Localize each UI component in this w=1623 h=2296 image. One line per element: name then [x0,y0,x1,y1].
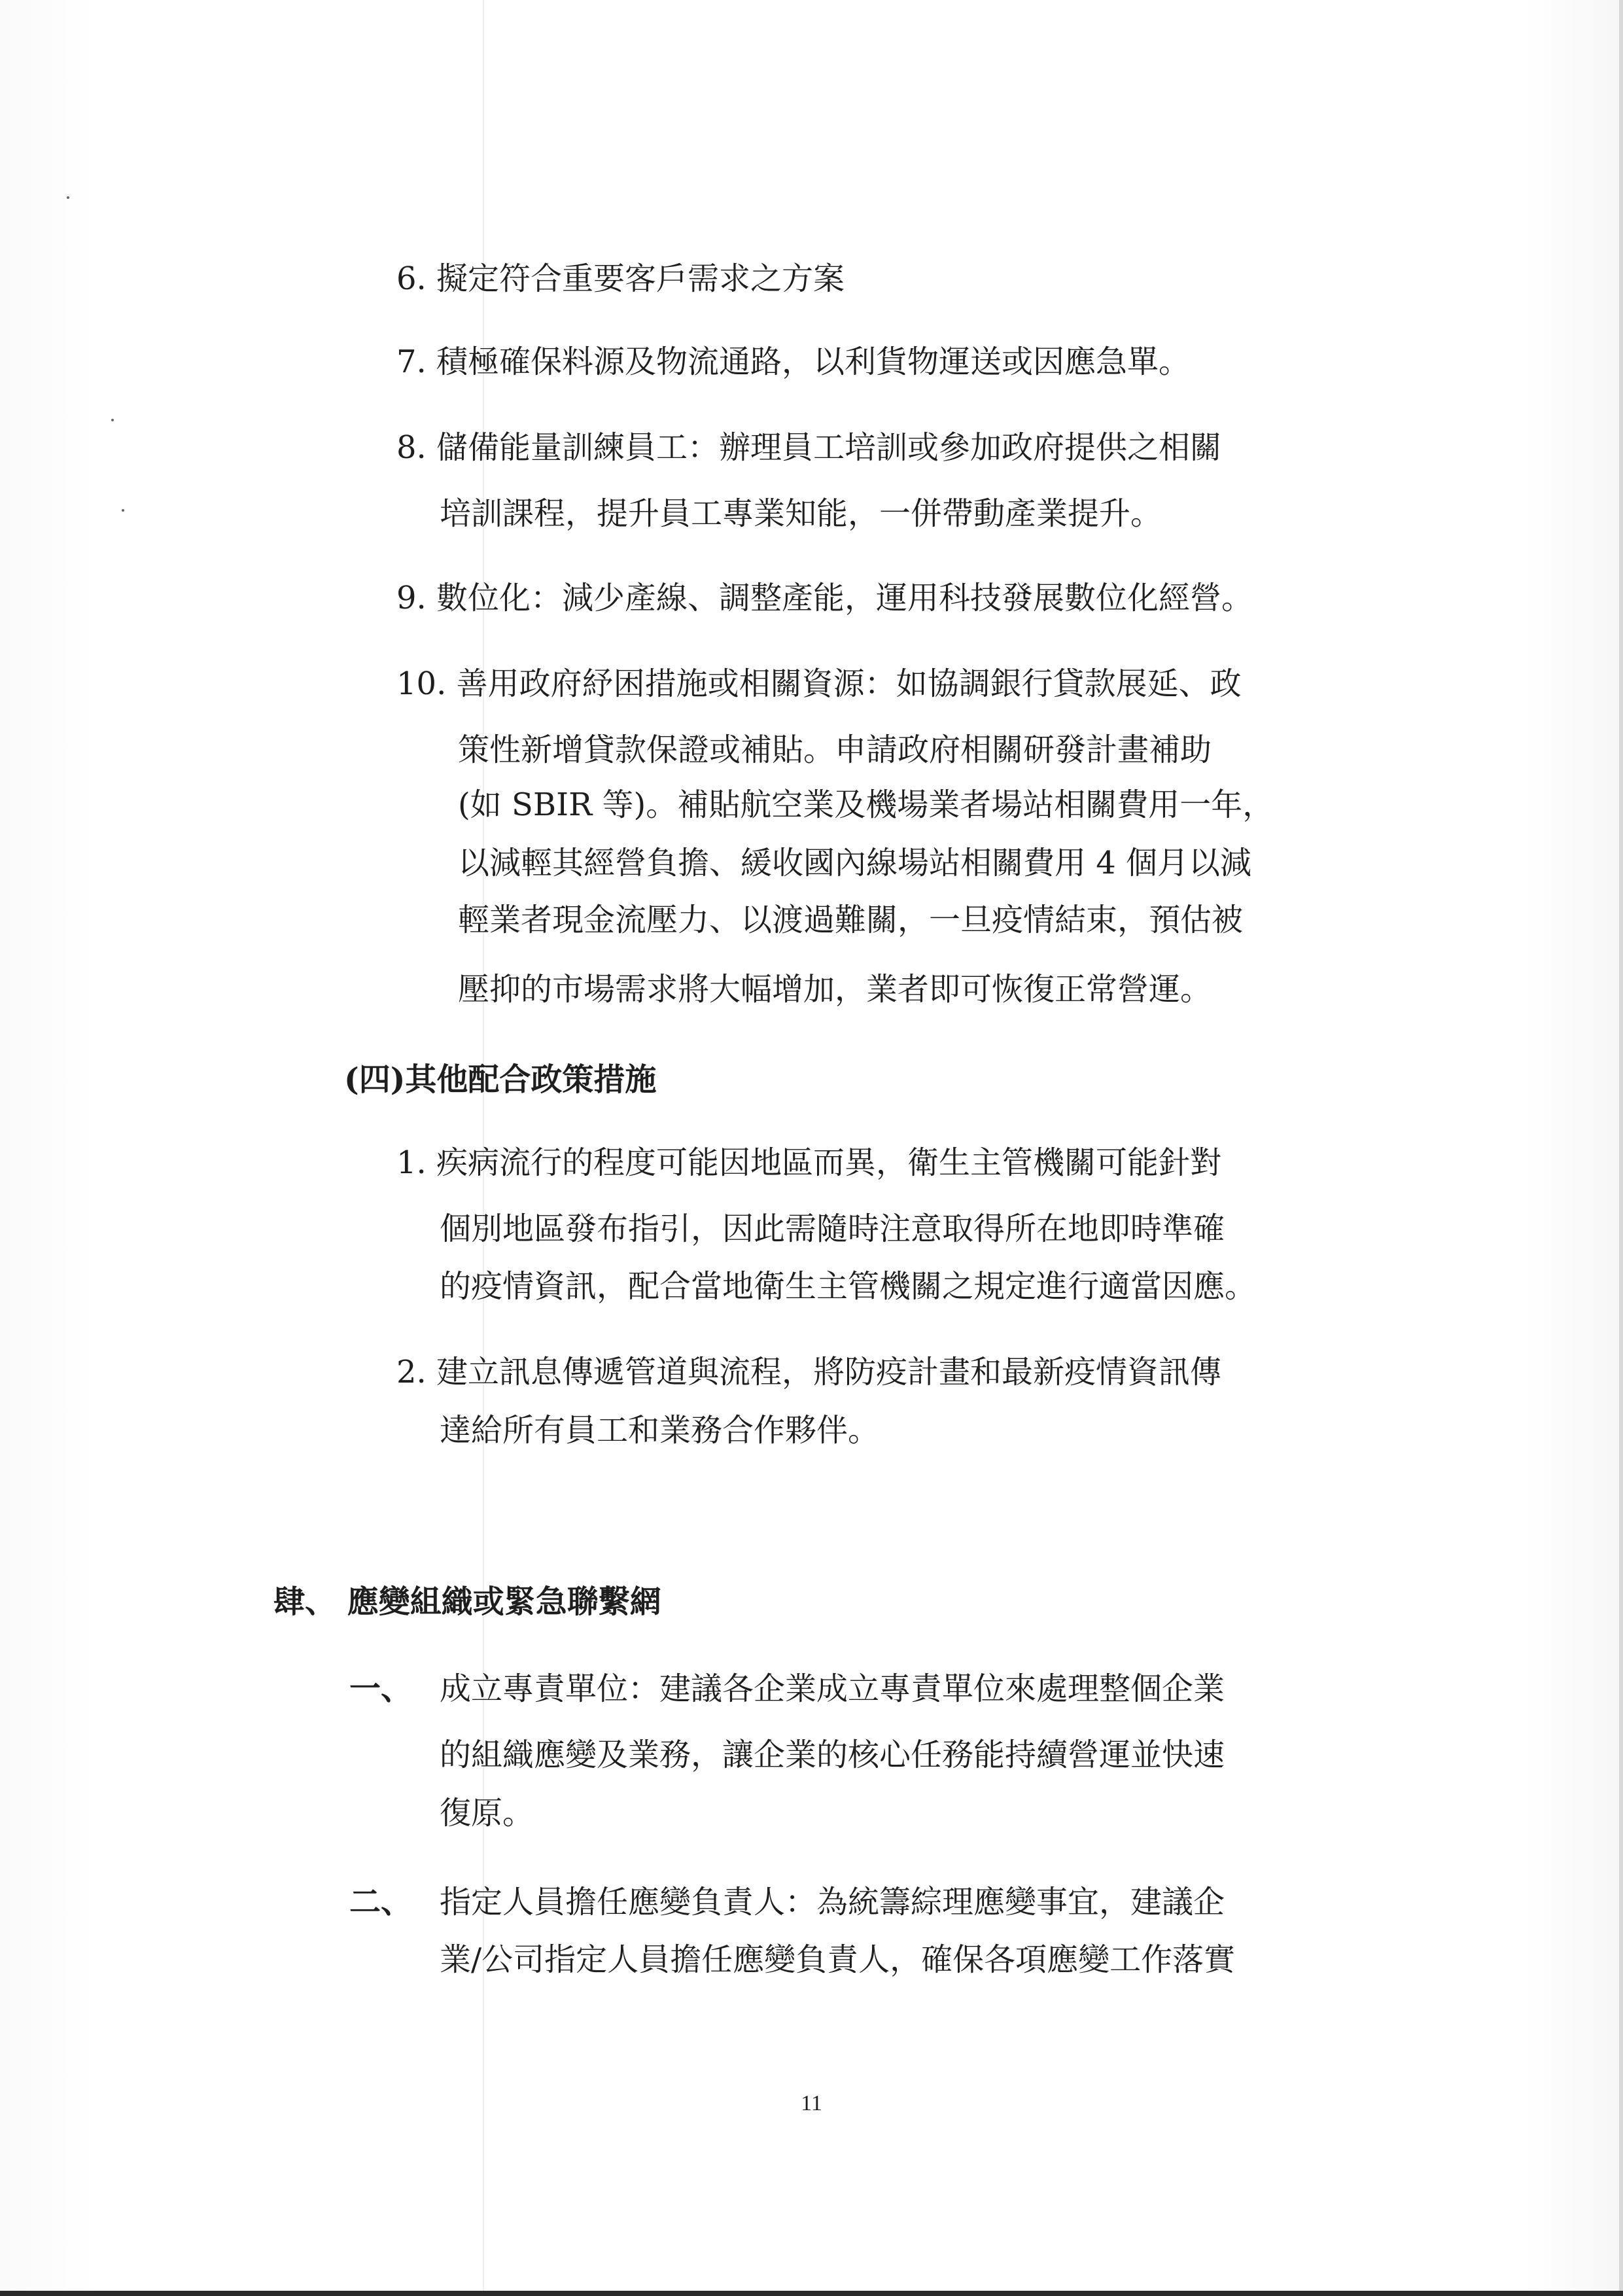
text-line: 培訓課程，提升員工專業知能，一併帶動產業提升。 [440,495,1162,532]
scan-speck [111,419,114,421]
section-heading: 一、 [349,1670,413,1707]
text-line: 個別地區發布指引，因此需隨時注意取得所在地即時準確 [440,1210,1225,1247]
section-heading: (四)其他配合政策措施 [344,1061,657,1098]
scan-edge-bottom [0,2291,1623,2296]
text-line: 指定人員擔任應變負責人：為統籌綜理應變事宜，建議企 [440,1884,1225,1920]
text-line: 的組織應變及業務，讓企業的核心任務能持續營運並快速 [440,1737,1225,1773]
section-heading: 二、 [349,1884,413,1920]
text-line: 的疫情資訊，配合當地衛生主管機關之規定進行適當因應。 [440,1268,1257,1305]
text-line: 10. 善用政府紓困措施或相關資源：如協調銀行貸款展延、政 [396,665,1242,702]
text-line: 業/公司指定人員擔任應變負責人，確保各項應變工作落實 [440,1941,1236,1978]
scan-edge-right [1619,0,1623,2296]
text-line: 達給所有員工和業務合作夥伴。 [440,1412,880,1449]
text-line: 2. 建立訊息傳遞管道與流程，將防疫計畫和最新疫情資訊傳 [396,1354,1222,1390]
text-line: 成立專責單位：建議各企業成立專責單位來處理整個企業 [440,1670,1225,1707]
text-line: 1. 疾病流行的程度可能因地區而異，衛生主管機關可能針對 [396,1144,1222,1181]
text-line: 策性新增貸款保證或補貼。申請政府相關研發計畫補助 [458,732,1212,768]
scan-speck [122,509,124,512]
text-line: 7. 積極確保料源及物流通路，以利貨物運送或因應急單。 [396,344,1191,380]
text-line: (如 SBIR 等)。補貼航空業及機場業者場站相關費用一年， [458,786,1274,823]
page-number: 11 [801,2091,822,2115]
text-line: 輕業者現金流壓力、以渡過難關，一旦疫情結束，預估被 [458,902,1244,938]
text-line: 復原。 [440,1795,534,1831]
text-line: 9. 數位化：減少產線、調整產能，運用科技發展數位化經營。 [396,580,1253,616]
scan-speck [67,196,69,199]
text-line: 8. 儲備能量訓練員工：辦理員工培訓或參加政府提供之相關 [396,429,1222,466]
text-line: 6. 擬定符合重要客戶需求之方案 [396,260,845,297]
text-line: 以減輕其經營負擔、緩收國內線場站相關費用 4 個月以減 [458,845,1252,881]
section-heading: 肆、 應變組織或緊急聯繫網 [273,1583,661,1620]
text-line: 壓抑的市場需求將大幅增加，業者即可恢復正常營運。 [458,971,1212,1008]
